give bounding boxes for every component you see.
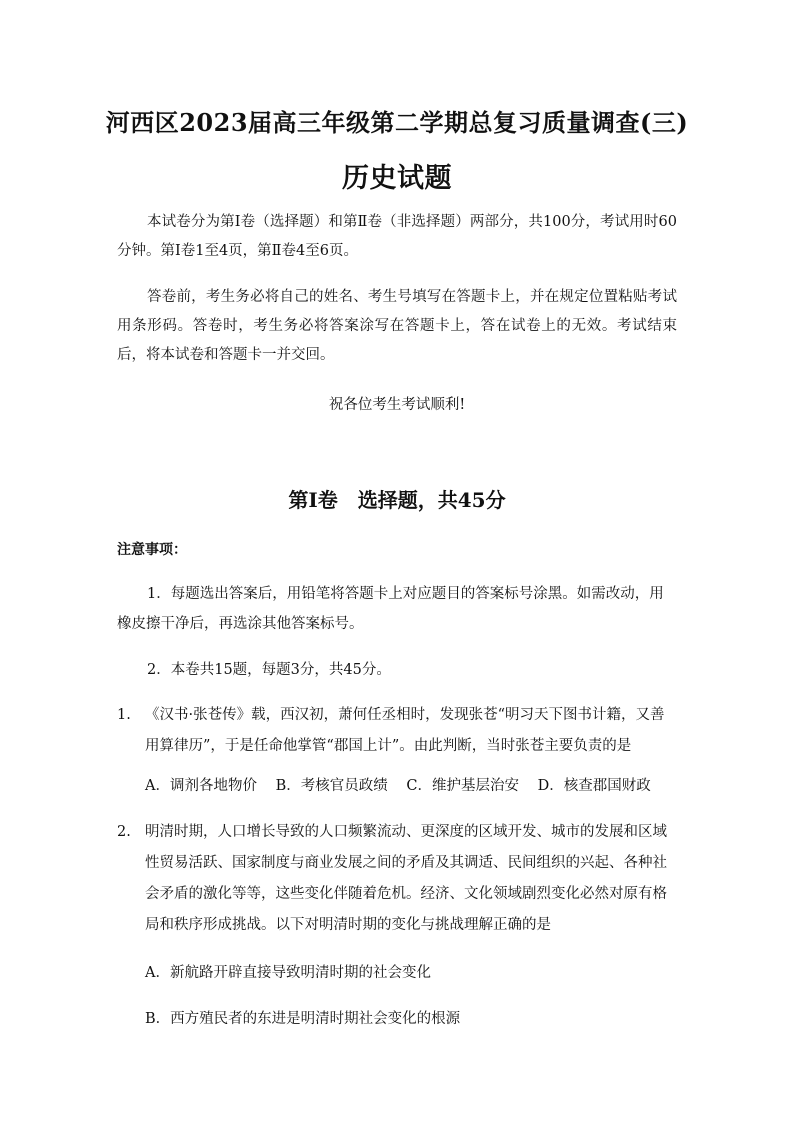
notice-heading: 注意事项： [117,542,187,558]
exam-title: 河西区2023届高三年级第二学期总复习质量调查(三) [105,108,689,137]
intro-paragraph-structure: 本试卷分为第Ⅰ卷（选择题）和第Ⅱ卷（非选择题）两部分，共100分，考试用时60分钟。第Ⅰ卷1至4页，第Ⅱ卷4至6页。 [117,214,677,259]
option-c: C．维护基层治安 [406,778,519,794]
good-luck-line: 祝各位考生考试顺利! [328,397,466,413]
option-b: B．西方殖民者的东进是明清时期社会变化的根源 [145,1011,461,1027]
question-text: 《汉书·张苍传》载，西汉初，萧何任丞相时，发现张苍“明习天下图书计籍，又善用算律历”，于是任命他掌管“郡国上计”。由此判断，当时张苍主要负责的是 [145,707,665,754]
intro-paragraph-instructions: 答卷前，考生务必将自己的姓名、考生号填写在答题卡上，并在规定位置粘贴考试用条形码。答卷时，考生务必将答案涂写在答题卡上，答在试卷上的无效。考试结束后，将本试卷和答题卡一并交回。 [117,289,677,363]
option-d: D．核查郡国财政 [537,778,651,794]
section-title: 第Ⅰ卷 选择题，共45分 [288,488,506,512]
question-number: 1. [117,707,131,723]
question-1-options [145,774,665,795]
question-text: 明清时期，人口增长导致的人口频繁流动、更深度的区域开发、城市的发展和区域性贸易活跃、国家制度与商业发展之间的矛盾及其调适、民间组织的兴起、各种社会矛盾的激化等等，这些变化伴随着危机。经济、文化领域剧烈变化必然对原有格局和秩序形成挑战。以下对明清时期的变化与挑战理解正确的是 [145,824,667,933]
question-number: 2. [117,824,131,840]
exam-subject-title: 历史试题 [342,163,452,194]
option-b: B．考核官员政绩 [275,778,388,794]
option-a: A．调剂各地物价 [145,778,257,794]
notice-item: 2．本卷共15题，每题3分，共45分。 [147,662,391,678]
option-a: A．新航路开辟直接导致明清时期的社会变化 [145,965,431,981]
question-1 [117,700,673,762]
question-2 [117,817,673,941]
notice-item: 1．每题选出答案后，用铅笔将答题卡上对应题目的答案标号涂黑。如需改动，用橡皮擦干净后，再选涂其他答案标号。 [117,586,664,632]
